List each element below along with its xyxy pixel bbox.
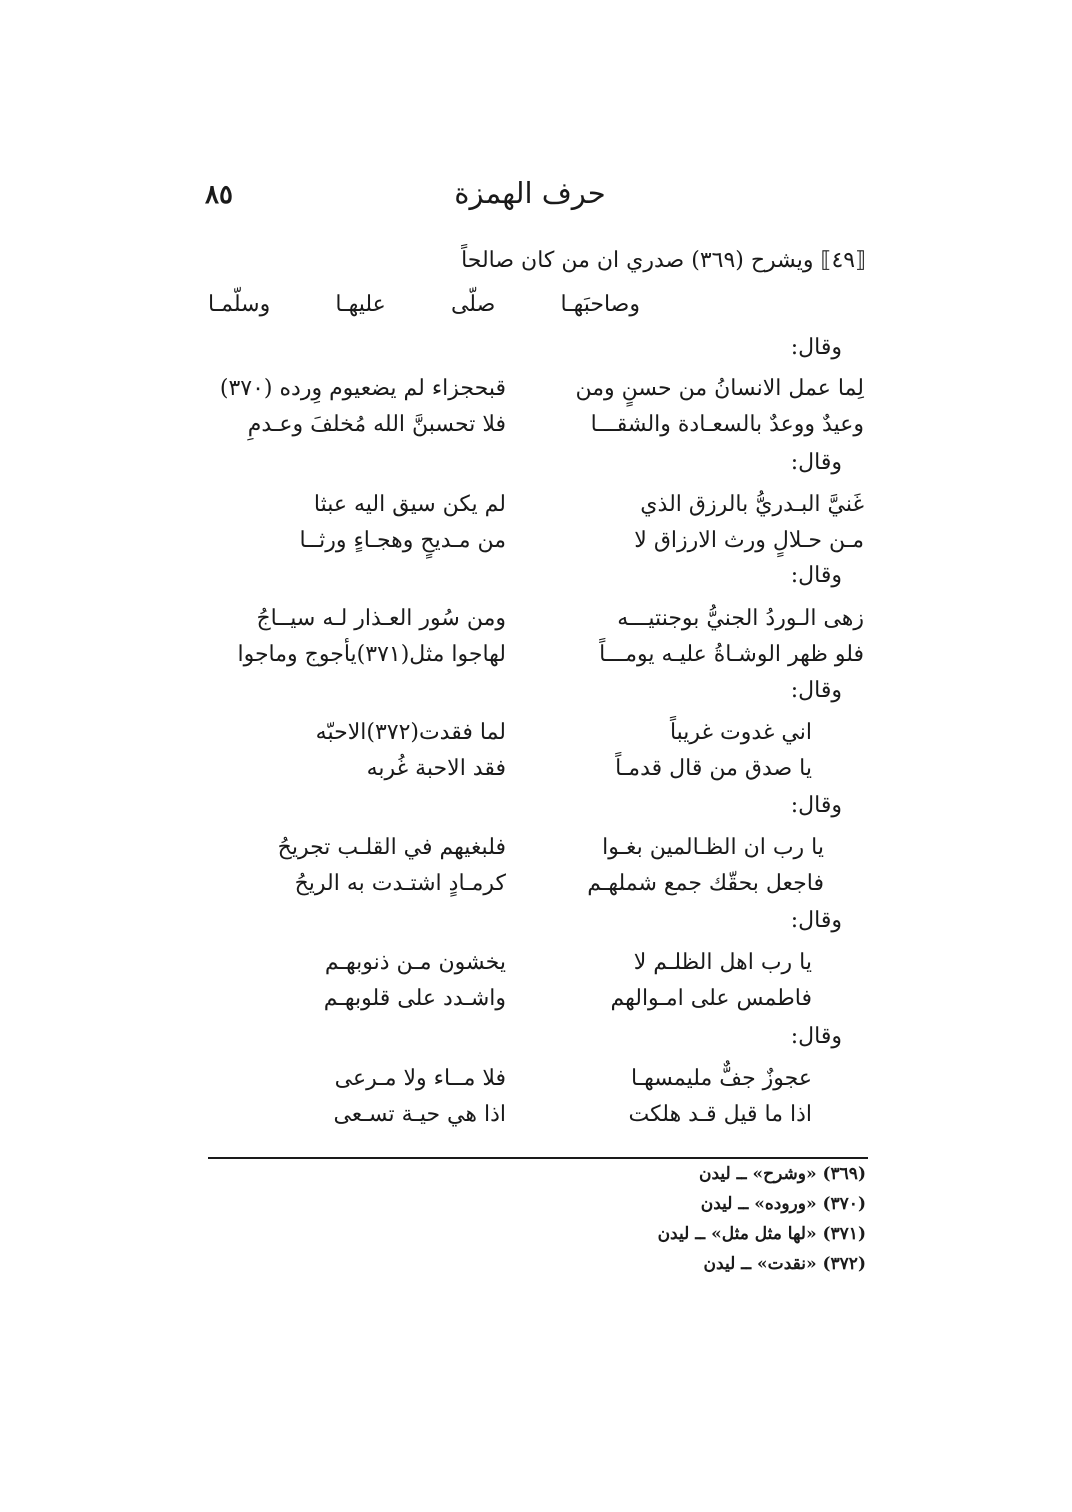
verse-second-hemistich: فلبغيهم في القلـب تجريحُ [277,835,506,860]
verse-first-hemistich: وعيدٌ ووعدٌ بالسعـادة والشقـــا [590,412,864,437]
footnote-divider [208,1157,868,1159]
verse-second-hemistich: فقد الاحبة غُربه [366,756,506,781]
verse-first-hemistich: زهى الـوردُ الجنيُّ بوجنتيـــه [617,606,864,631]
poem-label: وقال: [790,793,842,818]
footnote: (٣٦٩) «وشرح» ــ ليدن [699,1164,866,1184]
verse-first-hemistich: فاجعل بحقّك جمع شملهـم [587,871,824,896]
verse-second-hemistich: فلا مــاء ولا مـرعى [334,1066,506,1091]
verse-first-hemistich: مـن حـلالٍ ورث الارزاق لا [634,528,864,553]
intro-word: صلّى [450,292,496,317]
verse-second-hemistich: لما فقدت(٣٧٢)الاحبّه [315,720,506,745]
verse-second-hemistich: ومن سُور العـذار لـه سيــاجُ [256,606,506,631]
verse-second-hemistich: يخشون مـن ذنوبهـم [324,950,506,975]
verse-second-hemistich: فلا تحسبنَّ الله مُخلفَ وعـدمِ [247,412,506,437]
page-number: ٨٥ [205,180,233,210]
verse-first-hemistich: يا رب ان الظـالمين بغـوا [602,835,824,860]
verse-first-hemistich: يا رب اهل الظلـم لا [633,950,812,975]
footnote: (٣٧٢) «نقدت» ــ ليدن [703,1254,866,1274]
poem-label: وقال: [790,563,842,588]
verse-second-hemistich: لم يكن سيق اليه عبثا [313,492,506,517]
verse-second-hemistich: واشـدد على قلوبهـم [323,986,506,1011]
verse-first-hemistich: فاطمس على امـوالهم [610,986,812,1011]
page-title: حرف الهمزة [454,176,606,210]
footnote: (٣٧١) «لها مثل مثل» ــ ليدن [657,1224,866,1244]
verse-first-hemistich: فلو ظهر الوشـاةُ عليـه يومـــاً [599,642,864,667]
verse-second-hemistich: اذا هي حيـة تسـعى [333,1102,506,1127]
intro-line-2 [208,292,640,317]
poem-label: وقال: [790,450,842,475]
verse-second-hemistich: لهاجوا مثل(٣٧١)يأجوج وماجوا [237,642,506,667]
verse-first-hemistich: اني غدوت غريباً [669,720,812,745]
intro-word: عليهـا [335,292,386,317]
verse-second-hemistich: من مـديحٍ وهجـاءٍ ورثــا [299,528,506,553]
verse-second-hemistich: قبحجزاء لم يضعيوم وِرده (٣٧٠) [219,376,506,401]
poem-label: وقال: [790,1024,842,1049]
poem-label: وقال: [790,678,842,703]
verse-first-hemistich: عجوزٌ جفٌّ مليمسهـا [630,1066,812,1091]
verse-first-hemistich: يا صدق من قال قدمـاً [615,756,812,781]
verse-first-hemistich: اذا ما قيل قـد هلكت [628,1102,812,1127]
verse-first-hemistich: غَنيَّ البـدريُّ بالرزق الذي [640,492,864,517]
verse-first-hemistich: لِما عمل الانسانُ من حسنٍ ومن [575,376,864,401]
poem-label: وقال: [790,908,842,933]
verse-second-hemistich: كرمـادٍ اشتـدت به الريحُ [294,871,506,896]
intro-word: وصاحبَهـا [560,292,640,317]
intro-line-1: ⟦٤٩⟧ ويشرح (٣٦٩) صدري ان من كان صالحاً [461,248,866,273]
poem-label: وقال: [790,335,842,360]
intro-word: وسلّمـا [208,292,271,317]
footnote: (٣٧٠) «وروده» ــ ليدن [700,1194,866,1214]
